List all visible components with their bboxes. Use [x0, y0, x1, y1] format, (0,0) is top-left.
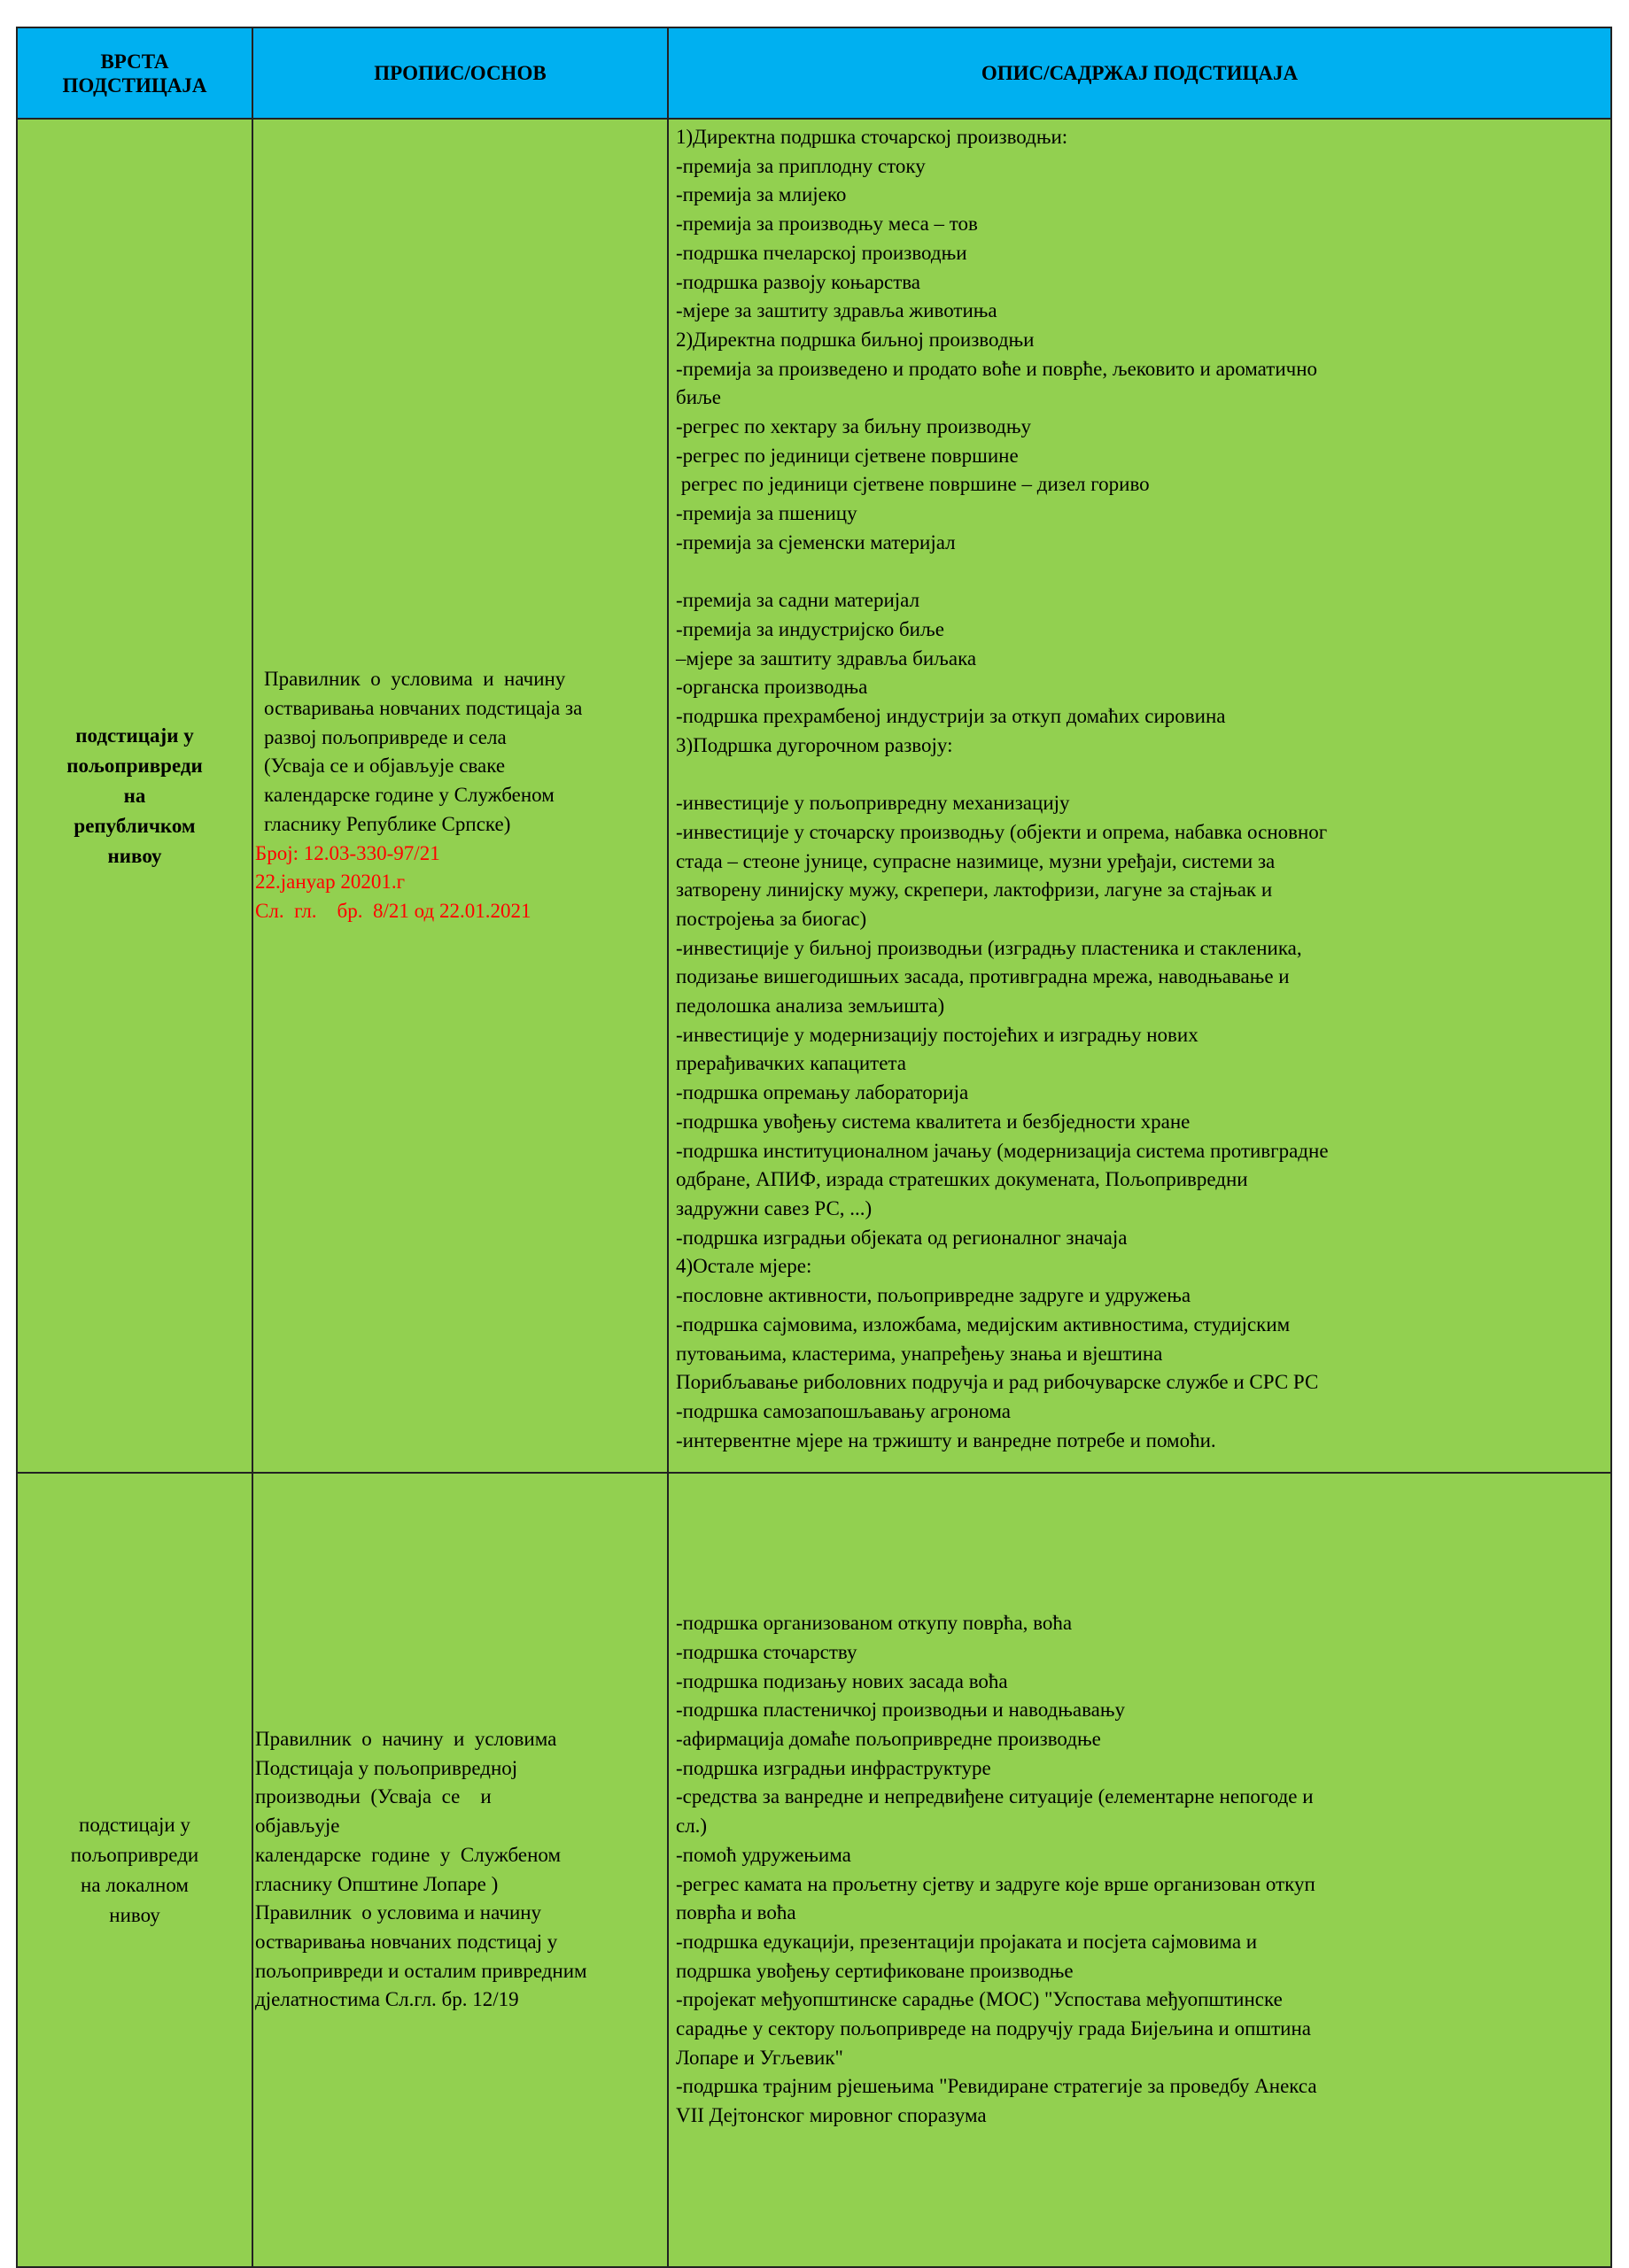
- description-line: -премија за сјеменски материјал: [676, 530, 956, 553]
- type-line: подстицаји у: [79, 1813, 190, 1836]
- regulation-list: [255, 1725, 663, 2015]
- table-row-republic-level: [18, 120, 1610, 1474]
- description-line: подизање вишегодишњих засада, противградна мрежа, наводњавање и: [676, 965, 1290, 988]
- regulation-line: календарске године у Службеном: [264, 784, 555, 807]
- regulation-cell: [253, 120, 669, 1472]
- description-line: -подршка организованом откупу поврћа, воћа: [676, 1612, 1073, 1635]
- regulation-date: 22.јануар 20201.г: [255, 871, 405, 894]
- regulation-line: производњи (Усваја се и: [255, 1785, 492, 1808]
- header-incentive-type: ВРСТА ПОДСТИЦАЈА: [18, 28, 253, 118]
- description-line: -средства за ванредне и непредвиђене ситуације (елементарне непогоде и: [676, 1785, 1314, 1808]
- description-line: -помоћ удружењима: [676, 1843, 851, 1866]
- regulation-cell: [253, 1474, 669, 2266]
- header-description: ОПИС/САДРЖАЈ ПОДСТИЦАЈА: [981, 62, 1299, 84]
- description-line: подршка увођењу сертификоване производње: [676, 1959, 1074, 1982]
- description-line: -регрес по хектару за биљну производњу: [676, 415, 1032, 438]
- type-line: пољопривреди: [70, 1843, 199, 1866]
- description-line: -мјере за заштиту здравља животиња: [676, 299, 997, 322]
- description-line: Лопаре и Угљевик": [676, 2046, 843, 2069]
- description-line: -пословне активности, пољопривредне задруге и удружења: [676, 1284, 1191, 1307]
- description-line: -подршка изградњи инфраструктуре: [676, 1756, 991, 1779]
- regulation-line: Подстицаја у пољопривредној: [255, 1756, 518, 1779]
- description-line: VII Дејтонског мировног споразума: [676, 2104, 987, 2127]
- description-line: [676, 558, 1603, 587]
- regulation-line: гласнику Републике Српске): [264, 812, 511, 835]
- description-cell: [669, 1474, 1610, 2266]
- description-line: сарадње у сектору пољопривреде на подручју града Бијељина и општина: [676, 2017, 1311, 2040]
- type-line: на: [123, 784, 146, 807]
- description-line: -подршка увођењу система квалитета и безбједности хране: [676, 1110, 1191, 1133]
- type-line: нивоу: [107, 844, 162, 867]
- description-line: -подршка прехрамбеној индустрији за откуп домаћих сировина: [676, 705, 1226, 728]
- description-line: постројења за биогас): [676, 907, 867, 930]
- regulation-line: Правилник о начину и условима: [255, 1727, 557, 1750]
- table-header-row: [18, 28, 1610, 120]
- description-line: -регрес по јединици сјетвене површине: [676, 444, 1019, 467]
- description-line: прерађивачких капацитета: [676, 1052, 906, 1075]
- description-line: -пројекат међуопштинске сарадње (МОС) "Успостава међуопштинске: [676, 1988, 1283, 2011]
- description-line: [676, 760, 1603, 789]
- description-line: -премија за садни материјал: [676, 589, 920, 612]
- regulation-line: остваривања новчаних подстицаја за: [264, 697, 583, 720]
- description-line: -подршка трајним рјешењима "Ревидиране стратегије за проведбу Анекса: [676, 2075, 1317, 2098]
- type-line: подстицаји у: [75, 724, 194, 747]
- description-line: сл.): [676, 1815, 708, 1838]
- description-line: -подршка пчеларској производњи: [676, 241, 967, 264]
- description-line: Порибљавање риболовних подручја и рад рибочуварске службе и СРС РС: [676, 1371, 1319, 1394]
- official-gazette-ref: Сл. гл. бр. 8/21 од 22.01.2021: [255, 899, 531, 922]
- description-line: 2)Директна подршка биљној производњи: [676, 328, 1035, 351]
- description-line: -премија за производњу меса – тов: [676, 213, 978, 236]
- description-line: -подршка опремању лабораторија: [676, 1081, 969, 1104]
- description-line: биље: [676, 386, 721, 409]
- description-line: -подршка институционалном јачању (модернизација система противградне: [676, 1139, 1329, 1162]
- description-line: -инвестиције у пољопривредну механизацију: [676, 792, 1070, 815]
- description-line: -подршка подизању нових засада воћа: [676, 1669, 1008, 1692]
- description-line: поврћа и воћа: [676, 1901, 796, 1924]
- description-line: -инвестиције у биљној производњи (изградњу пластеника и стакленика,: [676, 936, 1302, 959]
- regulation-line: (Усваја се и објављује сваке: [264, 755, 506, 778]
- description-line: путовањима, кластерима, унапређењу знања и вјештина: [676, 1342, 1163, 1365]
- regulation-line: дјелатностима Сл.гл. бр. 12/19: [255, 1988, 519, 2011]
- regulation-line: гласнику Општине Лопаре ): [255, 1872, 499, 1895]
- description-cell: [669, 120, 1610, 1472]
- regulation-line: остваривања новчаних подстицај у: [255, 1930, 558, 1953]
- description-line: 3)Подршка дугорочном развоју:: [676, 733, 953, 756]
- description-line: -инвестиције у сточарску производњу (објекти и опрема, набавка основног: [676, 820, 1328, 843]
- incentive-type-cell: [18, 120, 253, 1472]
- description-list: [676, 1609, 1603, 2131]
- regulation-line: Правилник о условима и начину: [255, 1901, 542, 1924]
- regulation-line: Правилник о условима и начину: [264, 668, 566, 691]
- regulation-line: развој пољопривреде и села: [264, 725, 507, 748]
- description-line: регрес по јединици сјетвене површине – дизел гориво: [676, 473, 1150, 496]
- description-line: -подршка сточарству: [676, 1640, 857, 1663]
- description-line: –мјере за заштиту здравља биљака: [676, 646, 977, 670]
- description-line: -премија за пшеницу: [676, 502, 857, 525]
- description-line: -премија за приплодну стоку: [676, 154, 926, 177]
- incentives-table: [16, 27, 1612, 2268]
- description-line: -интервентне мјере на тржишту и ванредне потребе и помоћи.: [676, 1428, 1216, 1451]
- description-line: -органска производња: [676, 676, 868, 699]
- description-line: -премија за индустријско биље: [676, 617, 944, 640]
- description-list: [676, 123, 1603, 1455]
- type-line: републичком: [74, 814, 196, 837]
- description-line: -подршка самозапошљавању агронома: [676, 1399, 1011, 1422]
- table-row-local-level: [18, 1474, 1610, 2266]
- description-line: 1)Директна подршка сточарској производњи:: [676, 126, 1068, 148]
- description-line: 4)Остале мјере:: [676, 1255, 812, 1278]
- type-line: нивоу: [109, 1903, 160, 1926]
- type-line: пољопривреди: [66, 754, 203, 777]
- description-line: -регрес камата на прољетну сјетву и задруге које врше организован откуп: [676, 1872, 1315, 1895]
- description-line: -подршка сајмовима, изложбама, медијским активностима, студијским: [676, 1312, 1291, 1335]
- description-line: -подршка пластеничкој производњи и наводњавању: [676, 1699, 1125, 1722]
- description-line: -афирмација домаће пољопривредне производње: [676, 1727, 1101, 1750]
- type-line: на локалном: [81, 1873, 189, 1896]
- description-line: педолошка анализа земљишта): [676, 995, 945, 1018]
- description-line: -премија за произведено и продато воће и поврће, љековито и ароматично: [676, 357, 1318, 380]
- description-line: задружни савез РС, ...): [676, 1196, 873, 1219]
- description-line: -подршка изградњи објеката од регионалног значаја: [676, 1226, 1128, 1249]
- incentive-type-cell: [18, 1474, 253, 2266]
- description-line: затворену линијску мужу, скрепери, лактофризи, лагуне за стајњак и: [676, 879, 1273, 902]
- regulation-number: Број: 12.03-330-97/21: [255, 841, 440, 864]
- description-line: -подршка развоју коњарства: [676, 270, 921, 293]
- description-line: стада – стеоне јунице, супрасне назимице, музни уређаји, системи за: [676, 849, 1276, 872]
- regulation-line: календарске године у Службеном: [255, 1843, 562, 1866]
- description-line: -инвестиције у модернизацију постојећих и изградњу нових: [676, 1023, 1198, 1046]
- regulation-line: пољопривреди и осталим привредним: [255, 1959, 587, 1982]
- header-regulation: ПРОПИС/ОСНОВ: [253, 28, 669, 118]
- description-line: -подршка едукацији, презентацији пројаката и посјета сајмовима и: [676, 1930, 1258, 1953]
- description-line: -премија за млијеко: [676, 183, 847, 206]
- description-line: одбране, АПИФ, израда стратешких докумената, Пољопривредни: [676, 1168, 1248, 1191]
- regulation-line: објављује: [255, 1815, 340, 1838]
